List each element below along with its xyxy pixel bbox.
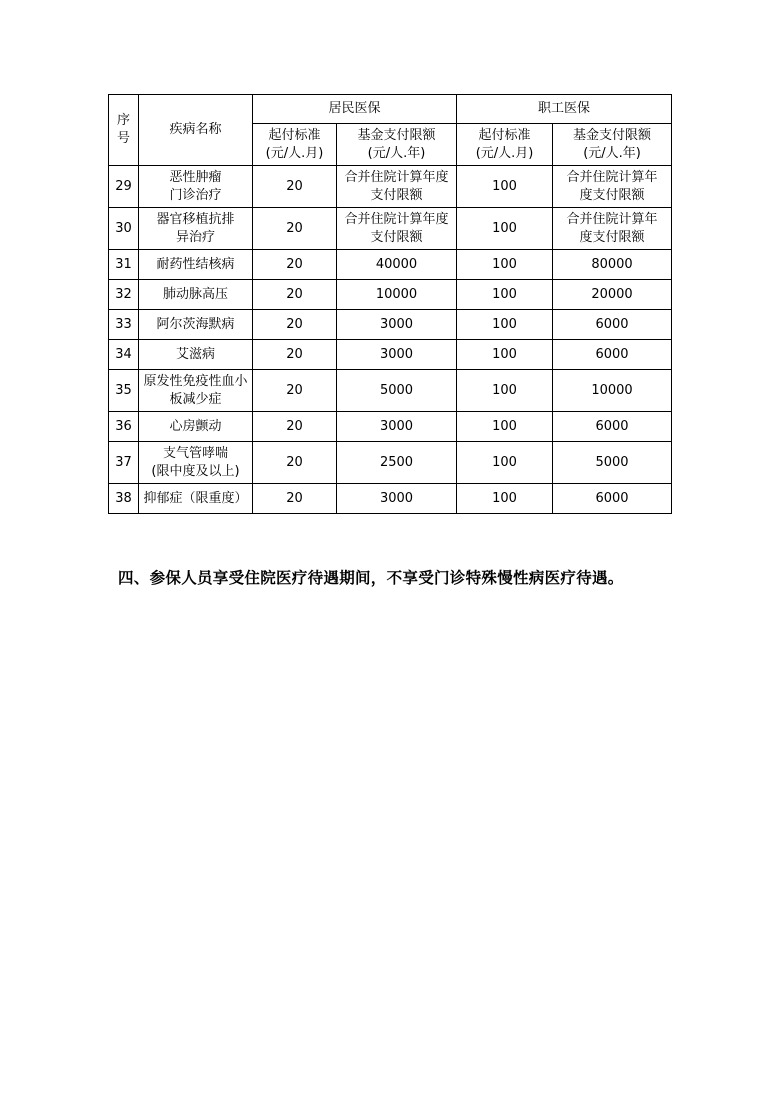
cell-employee-start: 100	[457, 250, 553, 280]
cell-employee-start: 100	[457, 166, 553, 208]
table-row	[109, 442, 672, 484]
table-row	[109, 208, 672, 250]
cell-employee-start: 100	[457, 340, 553, 370]
cell-resident-limit: 3000	[337, 412, 457, 442]
cell-seq: 35	[109, 370, 139, 412]
cell-resident-start: 20	[253, 310, 337, 340]
table-row	[109, 310, 672, 340]
cell-resident-start: 20	[253, 166, 337, 208]
cell-employee-start: 100	[457, 442, 553, 484]
cell-disease: 阿尔茨海默病	[139, 310, 253, 340]
cell-resident-limit: 3000	[337, 484, 457, 514]
header-resident-group: 居民医保	[253, 95, 457, 124]
cell-seq: 32	[109, 280, 139, 310]
cell-seq: 33	[109, 310, 139, 340]
policy-note: 四、参保人员享受住院医疗待遇期间，不享受门诊特殊慢性病医疗待遇。	[118, 568, 624, 587]
cell-resident-limit: 5000	[337, 370, 457, 412]
header-employee-group: 职工医保	[457, 95, 672, 124]
cell-employee-start: 100	[457, 310, 553, 340]
cell-employee-limit: 10000	[553, 370, 672, 412]
cell-disease: 艾滋病	[139, 340, 253, 370]
cell-employee-limit: 80000	[553, 250, 672, 280]
cell-employee-limit: 6000	[553, 340, 672, 370]
cell-employee-limit: 6000	[553, 412, 672, 442]
header-employee-limit: 基金支付限额 (元/人.年)	[553, 124, 672, 166]
cell-employee-limit: 6000	[553, 310, 672, 340]
cell-disease: 心房颤动	[139, 412, 253, 442]
table-row	[109, 166, 672, 208]
cell-seq: 30	[109, 208, 139, 250]
table-row	[109, 370, 672, 412]
cell-disease: 器官移植抗排 异治疗	[139, 208, 253, 250]
cell-resident-start: 20	[253, 412, 337, 442]
header-seq: 序号	[109, 95, 139, 166]
benefit-table	[108, 94, 672, 514]
cell-disease: 原发性免疫性血小 板减少症	[139, 370, 253, 412]
cell-resident-start: 20	[253, 340, 337, 370]
table-row	[109, 412, 672, 442]
cell-employee-start: 100	[457, 412, 553, 442]
cell-disease: 肺动脉高压	[139, 280, 253, 310]
cell-resident-limit: 10000	[337, 280, 457, 310]
cell-disease: 耐药性结核病	[139, 250, 253, 280]
cell-seq: 29	[109, 166, 139, 208]
table-row	[109, 250, 672, 280]
header-disease: 疾病名称	[139, 95, 253, 166]
cell-resident-start: 20	[253, 280, 337, 310]
cell-employee-limit: 合并住院计算年 度支付限额	[553, 208, 672, 250]
cell-seq: 36	[109, 412, 139, 442]
header-resident-start: 起付标准 (元/人.月)	[253, 124, 337, 166]
table-row	[109, 484, 672, 514]
header-employee-start: 起付标准 (元/人.月)	[457, 124, 553, 166]
cell-employee-start: 100	[457, 484, 553, 514]
cell-disease: 恶性肿瘤 门诊治疗	[139, 166, 253, 208]
cell-resident-limit: 合并住院计算年度 支付限额	[337, 208, 457, 250]
cell-resident-start: 20	[253, 484, 337, 514]
cell-resident-start: 20	[253, 208, 337, 250]
cell-employee-start: 100	[457, 370, 553, 412]
cell-resident-limit: 3000	[337, 310, 457, 340]
cell-employee-limit: 6000	[553, 484, 672, 514]
cell-seq: 37	[109, 442, 139, 484]
header-resident-limit: 基金支付限额 (元/人.年)	[337, 124, 457, 166]
cell-employee-start: 100	[457, 208, 553, 250]
cell-seq: 38	[109, 484, 139, 514]
cell-employee-start: 100	[457, 280, 553, 310]
cell-resident-start: 20	[253, 250, 337, 280]
table-row	[109, 280, 672, 310]
cell-disease: 抑郁症（限重度）	[139, 484, 253, 514]
cell-seq: 31	[109, 250, 139, 280]
table-row	[109, 340, 672, 370]
cell-disease: 支气管哮喘 (限中度及以上)	[139, 442, 253, 484]
cell-employee-limit: 5000	[553, 442, 672, 484]
cell-resident-limit: 2500	[337, 442, 457, 484]
cell-resident-limit: 40000	[337, 250, 457, 280]
cell-resident-limit: 合并住院计算年度 支付限额	[337, 166, 457, 208]
cell-resident-limit: 3000	[337, 340, 457, 370]
cell-employee-limit: 合并住院计算年 度支付限额	[553, 166, 672, 208]
cell-employee-limit: 20000	[553, 280, 672, 310]
cell-resident-start: 20	[253, 442, 337, 484]
cell-seq: 34	[109, 340, 139, 370]
cell-resident-start: 20	[253, 370, 337, 412]
